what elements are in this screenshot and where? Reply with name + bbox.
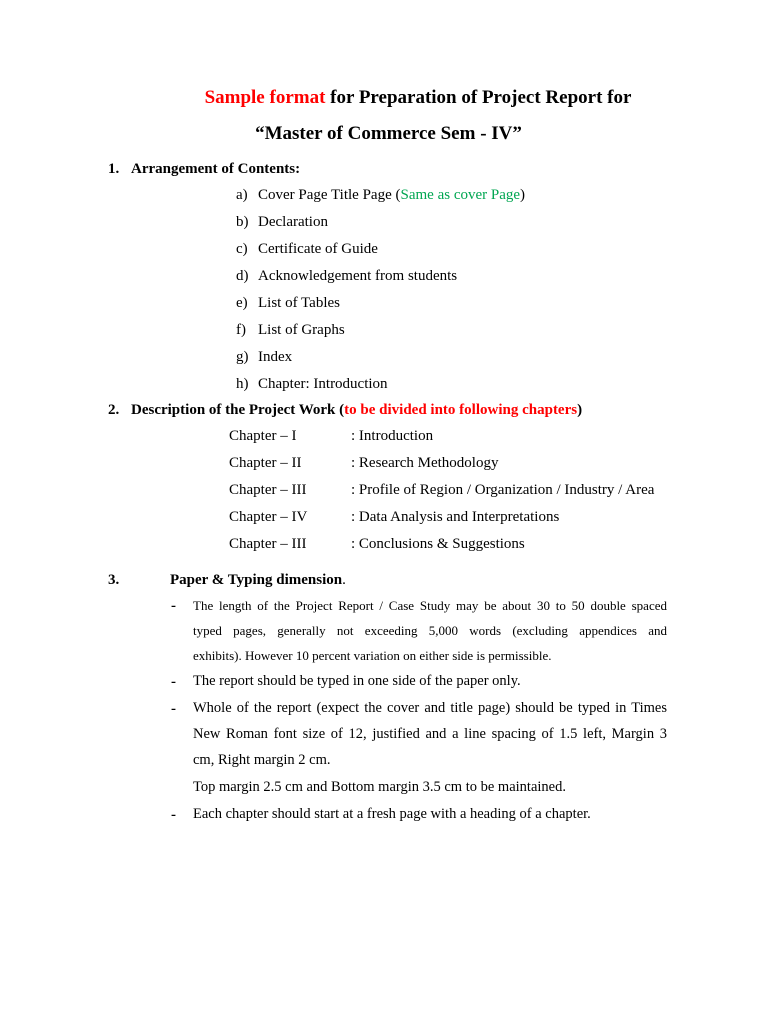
document-title bbox=[0, 87, 768, 109]
content-item-note: Same as cover Page bbox=[400, 187, 521, 203]
content-item-letter: g) bbox=[236, 349, 249, 365]
section-2-number: 2. bbox=[108, 402, 120, 418]
content-item-label: Cover Page Title Page ( bbox=[258, 187, 401, 203]
content-item-letter: a) bbox=[236, 187, 248, 203]
bullet-dash: - bbox=[171, 701, 176, 717]
chapter-title: : Research Methodology bbox=[351, 455, 499, 471]
content-item-text: Certificate of Guide bbox=[258, 241, 378, 257]
bullet-1-line-1: The length of the Project Report / Case Study may be about 30 to 50 double spaced bbox=[193, 598, 667, 613]
chapter-label: Chapter – II bbox=[229, 455, 302, 471]
section-1-number: 1. bbox=[108, 161, 120, 177]
section-3-heading-text: Paper & Typing dimension bbox=[170, 572, 343, 588]
section-2-heading bbox=[131, 402, 582, 419]
section-3-number: 3. bbox=[108, 572, 120, 588]
chapter-title: : Profile of Region / Organization / Industry / Area bbox=[351, 482, 655, 498]
chapter-label: Chapter – III bbox=[229, 482, 307, 498]
section-2-heading-close: ) bbox=[577, 402, 583, 418]
chapter-label: Chapter – IV bbox=[229, 509, 308, 525]
section-3-heading bbox=[170, 572, 346, 589]
content-item-text: Acknowledgement from students bbox=[258, 268, 458, 284]
chapter-title: : Introduction bbox=[351, 428, 434, 444]
chapter-title: : Data Analysis and Interpretations bbox=[351, 509, 560, 525]
content-item-text: Index bbox=[258, 349, 293, 365]
content-item-letter: h) bbox=[236, 376, 249, 392]
content-item-text: Chapter: Introduction bbox=[258, 376, 388, 392]
content-item-letter: f) bbox=[236, 322, 246, 338]
bullet-3-line-4: Top margin 2.5 cm and Bottom margin 3.5 cm to be maintained. bbox=[193, 779, 566, 795]
bullet-3-line-1: Whole of the report (expect the cover and title page) should be typed in Times bbox=[193, 700, 667, 716]
bullet-3-line-3: cm, Right margin 2 cm. bbox=[193, 752, 331, 768]
bullet-dash: - bbox=[171, 598, 176, 614]
content-item-text: List of Tables bbox=[258, 295, 340, 311]
content-item-text: List of Graphs bbox=[258, 322, 345, 338]
title-highlight: Sample format bbox=[204, 87, 326, 108]
content-item-text bbox=[258, 187, 525, 204]
content-item-letter: b) bbox=[236, 214, 249, 230]
section-3-heading-period: . bbox=[342, 572, 346, 588]
chapter-label: Chapter – I bbox=[229, 428, 297, 444]
document-subtitle: “Master of Commerce Sem - IV” bbox=[255, 123, 522, 144]
bullet-dash: - bbox=[171, 807, 176, 823]
chapter-label: Chapter – III bbox=[229, 536, 307, 552]
content-item-text: Declaration bbox=[258, 214, 328, 230]
title-rest: for Preparation of Project Report for bbox=[325, 87, 632, 108]
chapter-title: : Conclusions & Suggestions bbox=[351, 536, 525, 552]
section-1-heading: Arrangement of Contents: bbox=[131, 161, 301, 177]
bullet-3-line-2: New Roman font size of 12, justified and a line spacing of 1.5 left, Margin 3 bbox=[193, 726, 667, 742]
content-item-letter: c) bbox=[236, 241, 248, 257]
content-item-close: ) bbox=[520, 187, 526, 203]
section-2-heading-note: to be divided into following chapters bbox=[344, 402, 578, 418]
content-item-letter: e) bbox=[236, 295, 248, 311]
bullet-1-line-2: typed pages, generally not exceeding 5,000 words (excluding appendices and bbox=[193, 623, 667, 638]
bullet-4-text: Each chapter should start at a fresh page with a heading of a chapter. bbox=[193, 806, 591, 822]
bullet-dash: - bbox=[171, 674, 176, 690]
bullet-1-line-3: exhibits). However 10 percent variation on either side is permissible. bbox=[193, 648, 552, 663]
section-2-heading-text: Description of the Project Work ( bbox=[131, 402, 345, 418]
content-item-letter: d) bbox=[236, 268, 249, 284]
bullet-2-text: The report should be typed in one side of the paper only. bbox=[193, 673, 521, 689]
